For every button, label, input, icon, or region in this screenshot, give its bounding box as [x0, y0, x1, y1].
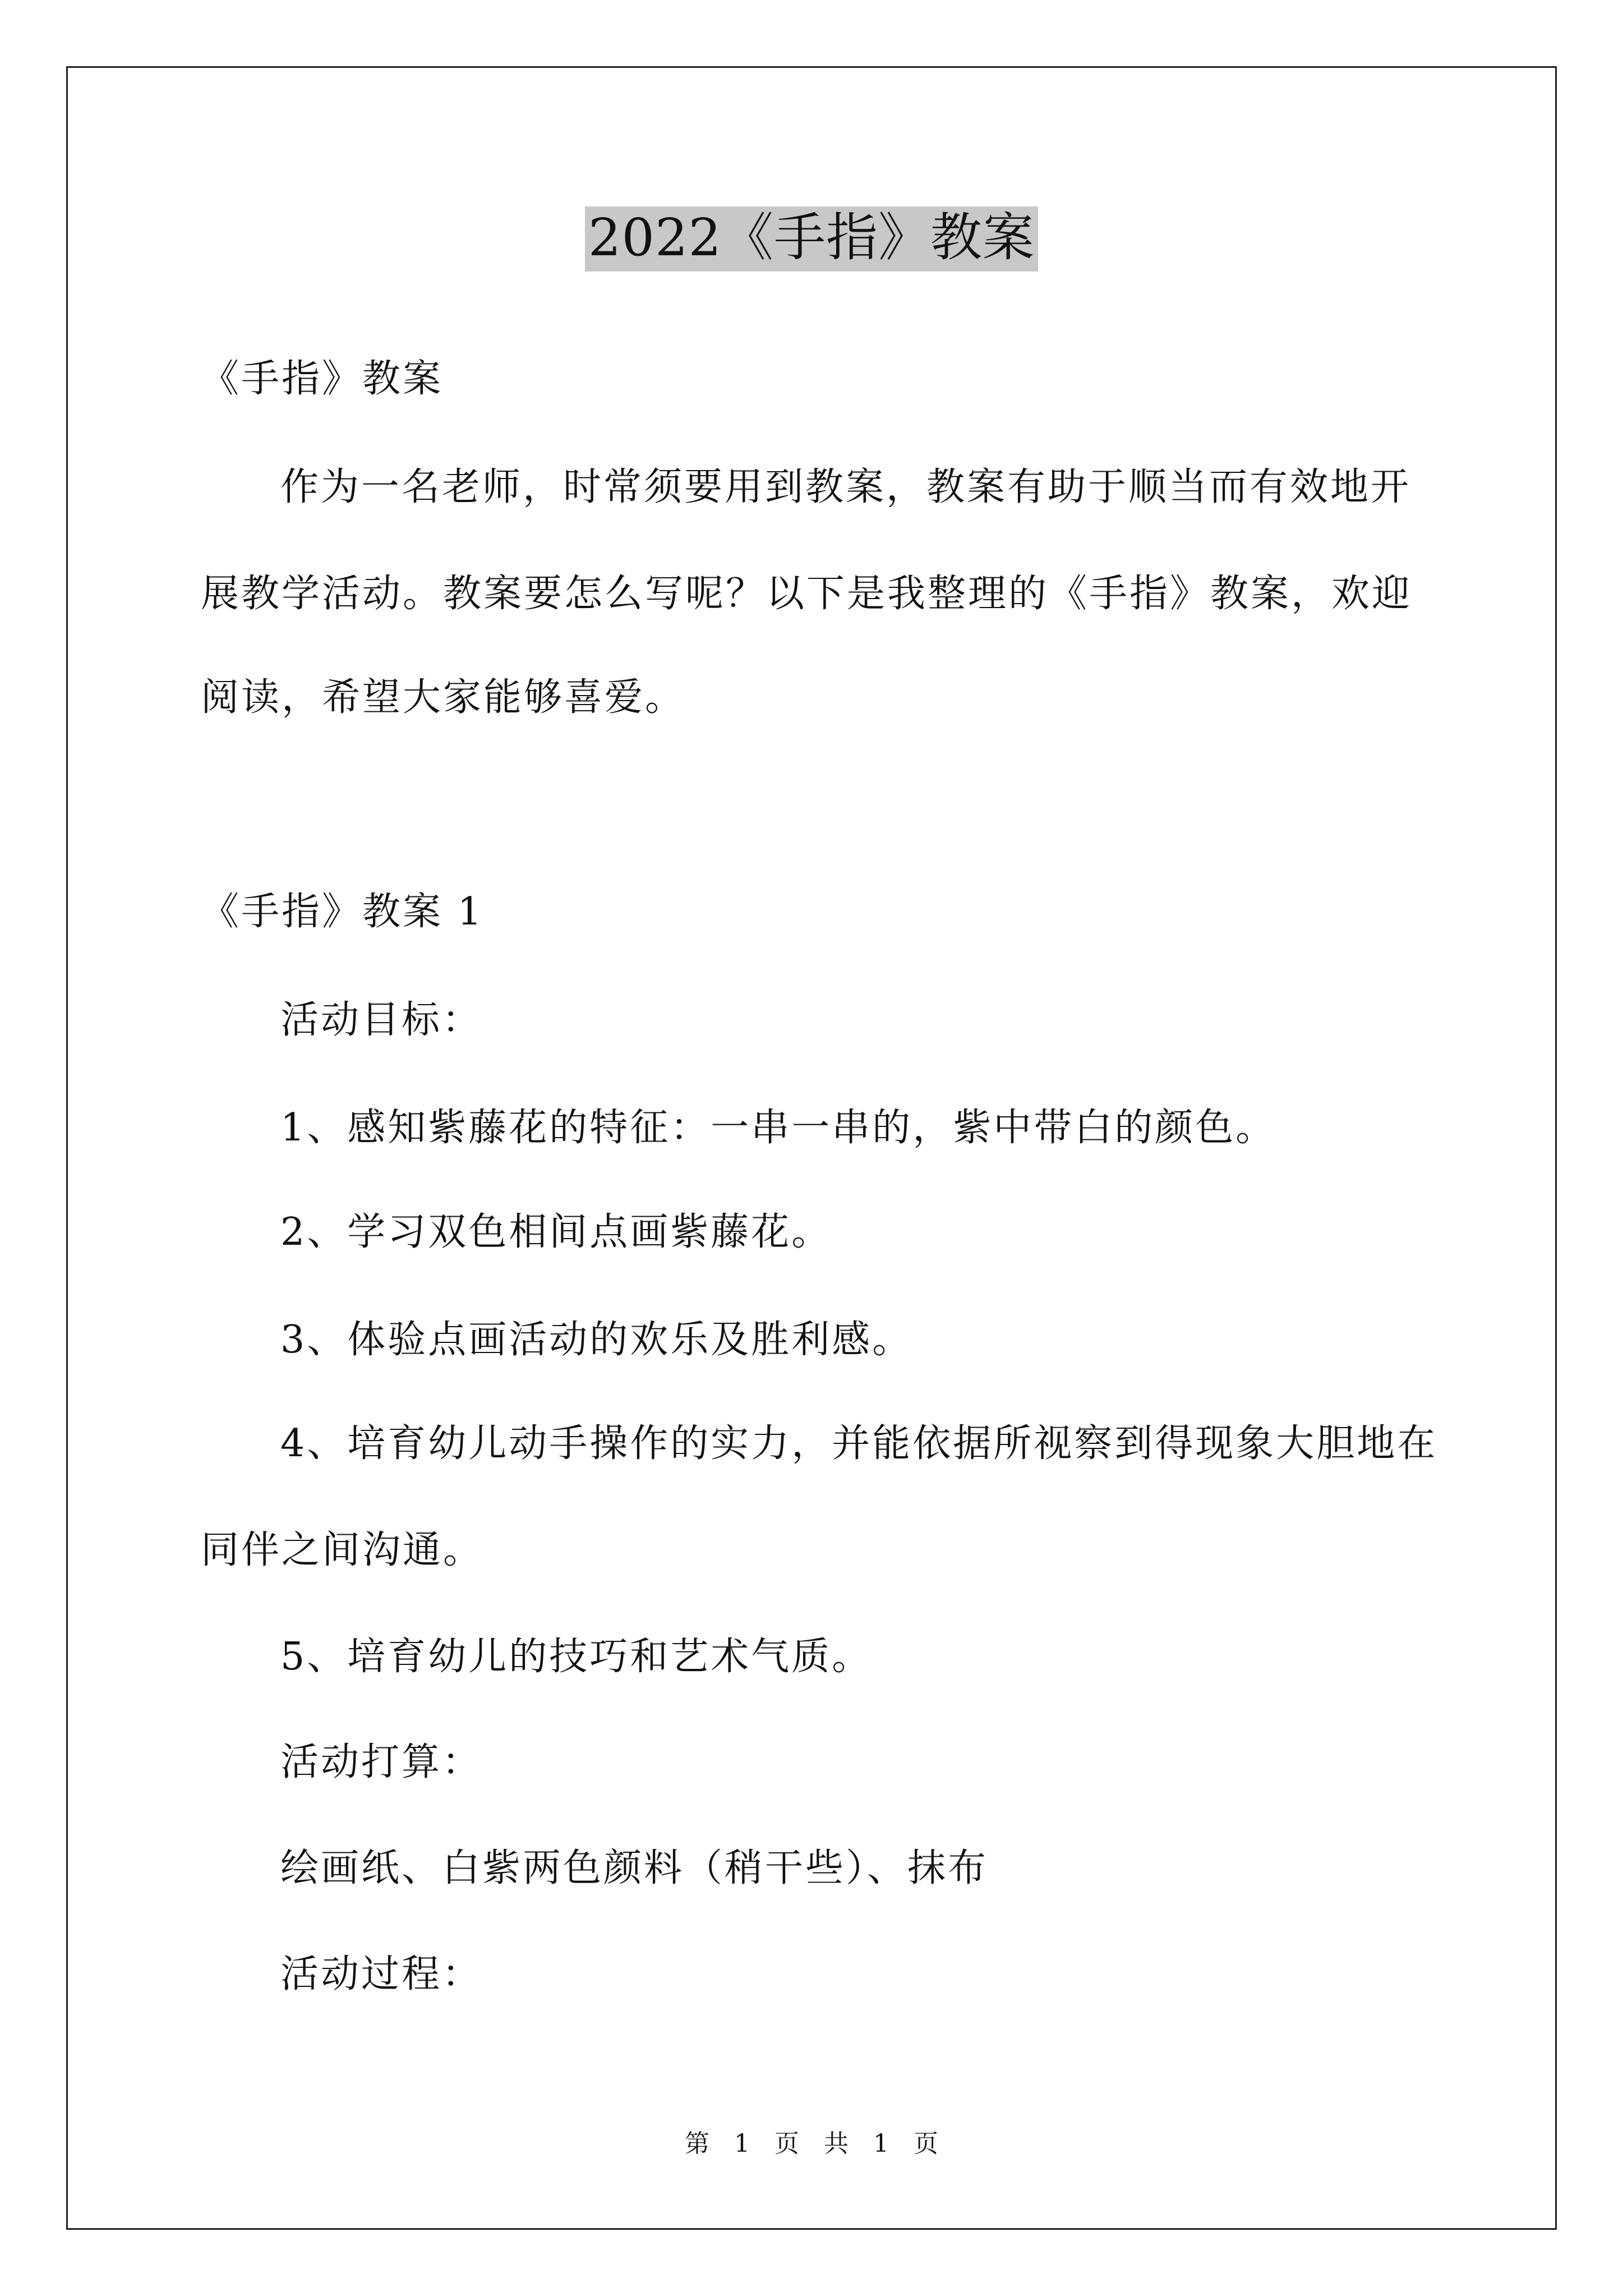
intro-paragraph-line-1: 作为一名老师，时常须要用到教案，教案有助于顺当而有效地开: [280, 465, 1412, 509]
prep-heading: 活动打算：: [280, 1740, 483, 1784]
goal-item-1: 1、感知紫藤花的特征：一串一串的，紫中带白的颜色。: [280, 1106, 1276, 1150]
document-title-wrap: [0, 206, 1623, 272]
intro-paragraph-line-3: 阅读，希望大家能够喜爱。: [201, 675, 686, 720]
page-number-current: 第 1 页: [685, 2129, 799, 2158]
document-title: 2022《手指》教案: [585, 206, 1038, 272]
goal-item-5: 5、培育幼儿的技巧和艺术气质。: [280, 1635, 873, 1679]
goal-item-2: 2、学习双色相间点画紫藤花。: [280, 1210, 832, 1254]
intro-heading: 《手指》教案: [201, 357, 444, 401]
goal-item-4-continued: 同伴之间沟通。: [201, 1528, 484, 1572]
prep-text: 绘画纸、白紫两色颜料（稍干些）、抹布: [280, 1846, 989, 1890]
intro-paragraph-line-2: 展教学活动。教案要怎么写呢？以下是我整理的《手指》教案，欢迎: [201, 572, 1413, 616]
page-footer: [0, 2129, 1623, 2158]
page-number-total: 共 1 页: [824, 2129, 938, 2158]
goals-heading: 活动目标：: [280, 998, 483, 1042]
goal-item-4: 4、培育幼儿动手操作的实力，并能依据所视察到得现象大胆地在: [280, 1421, 1438, 1466]
section1-heading: 《手指》教案 1: [201, 890, 484, 934]
goal-item-3: 3、体验点画活动的欢乐及胜利感。: [280, 1318, 913, 1362]
process-heading: 活动过程：: [280, 1952, 483, 1996]
